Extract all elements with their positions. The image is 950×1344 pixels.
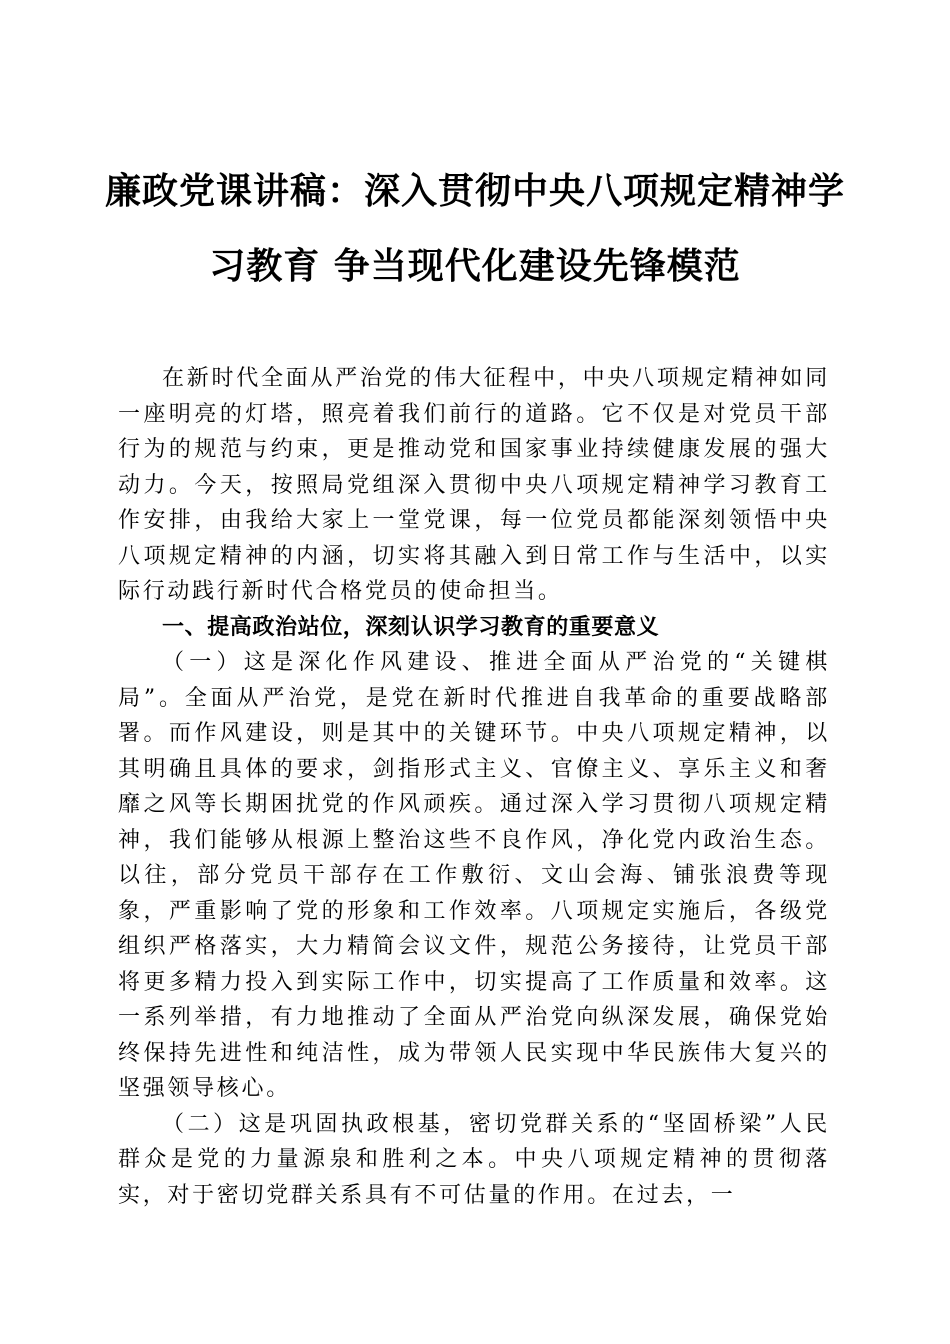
- subsection-paragraph-1: （一）这是深化作风建设、推进全面从严治党的“关键棋局”。全面从严治党，是党在新时代推进自我革命的重要战略部署。而作风建设，则是其中的关键环节。中央八项规定精神，以其明确且具体的要求，剑指形式主义、官僚主义、享乐主义和奢靡之风等长期困扰党的作风顽疾。通过深入学习贯彻八项规定精神，我们能够从根源上整治这些不良作风，净化党内政治生态。以往，部分党员干部存在工作敷衍、文山会海、铺张浪费等现象，严重影响了党的形象和工作效率。八项规定实施后，各级党组织严格落实，大力精简会议文件，规范公务接待，让党员干部将更多精力投入到实际工作中，切实提高了工作质量和效率。这一系列举措，有力地推动了全面从严治党向纵深发展，确保党始终保持先进性和纯洁性，成为带领人民实现中华民族伟大复兴的坚强领导核心。: [118, 650, 830, 1101]
- intro-paragraph: 在新时代全面从严治党的伟大征程中，中央八项规定精神如同一座明亮的灯塔，照亮着我们前行的道路。它不仅是对党员干部行为的规范与约束，更是推动党和国家事业持续健康发展的强大动力。今天，按照局党组深入贯彻中央八项规定精神学习教育工作安排，由我给大家上一堂党课，每一位党员都能深刻领悟中央八项规定精神的内涵，切实将其融入到日常工作与生活中，以实际行动践行新时代合格党员的使命担当。: [118, 366, 830, 604]
- document-title-line-2: 习教育 争当现代化建设先锋模范: [209, 245, 741, 287]
- document-body: [118, 361, 830, 1213]
- section-heading: 一、提高政治站位，深刻认识学习教育的重要意义: [162, 614, 660, 640]
- subsection-paragraph-2: （二）这是巩固执政根基，密切党群关系的“坚固桥梁”人民群众是党的力量源泉和胜利之本。中央八项规定精神的贯彻落实，对于密切党群关系具有不可估量的作用。在过去，一: [118, 1111, 830, 1208]
- document-title-line-1: 廉政党课讲稿：深入贯彻中央八项规定精神学: [104, 170, 845, 212]
